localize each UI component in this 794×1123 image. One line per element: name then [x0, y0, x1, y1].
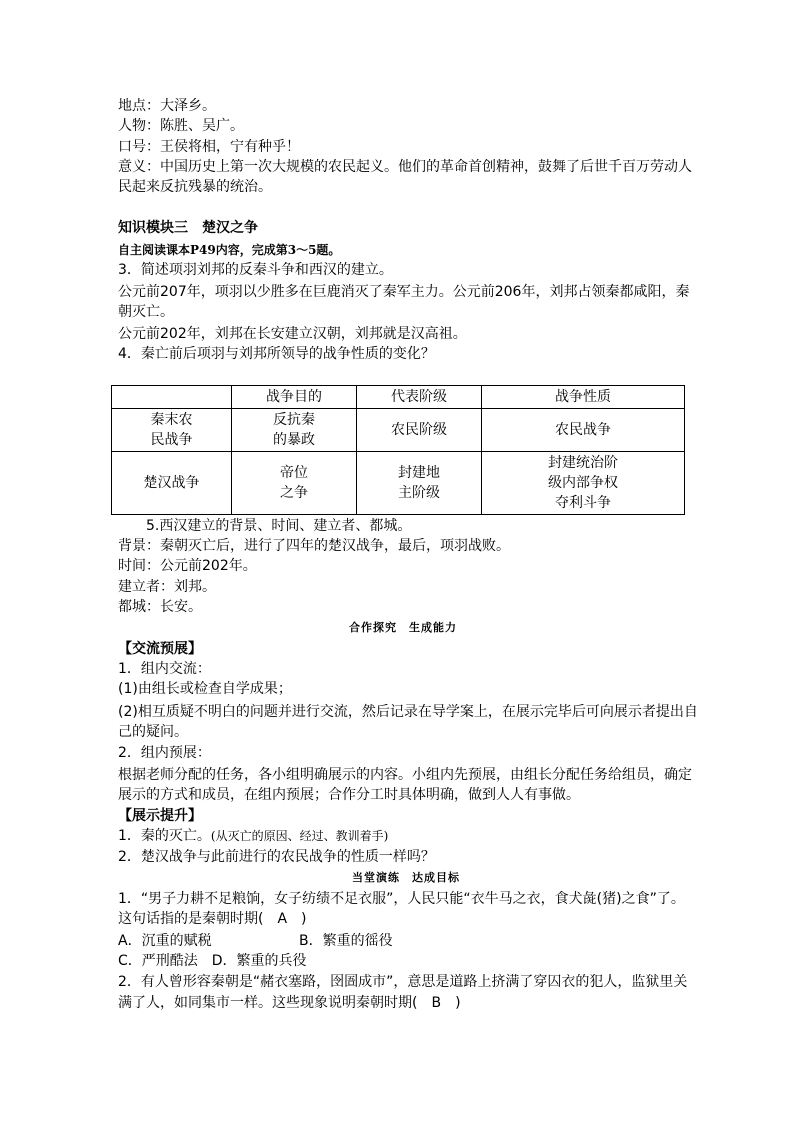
table-header-cell: 战争性质 — [482, 386, 685, 409]
practice-q1-options-cd: C．严刑酷法 D．繁重的兵役 — [118, 953, 307, 969]
exchange-item-1b-cont: 己的疑问。 — [118, 724, 188, 740]
exchange-item-1a: (1)由组长或检查自学成果； — [118, 681, 292, 697]
section-heading-practice: 当堂演练 达成目标 — [352, 871, 460, 884]
significance-line: 意义：中国历史上第一次大规模的农民起义。他们的革命首创精神，鼓舞了后世千百万劳动人 — [118, 159, 692, 175]
show-item-1-text: 1．秦的灭亡。 — [118, 828, 211, 844]
table-header-cell: 代表阶级 — [357, 386, 482, 409]
show-item-1 — [118, 826, 388, 846]
practice-q2-cont: 满了人，如同集市一样。这些现象说明秦朝时期( B ) — [118, 995, 461, 1011]
table-cell: 农民阶级 — [357, 409, 482, 452]
practice-q1-option-b: B．繁重的徭役 — [299, 933, 393, 949]
exchange-item-1b: (2)相互质疑不明白的问题并进行交流，然后记录在导学案上，在展示完毕后可向展示者提出自 — [118, 704, 698, 720]
answer-5-background: 背景：秦朝灭亡后，进行了四年的楚汉战争，最后，项羽战败。 — [118, 538, 510, 554]
answer-5-founder: 建立者：刘邦。 — [118, 579, 216, 595]
module-title: 知识模块三 楚汉之争 — [118, 220, 258, 236]
table-cell: 封建地 主阶级 — [357, 452, 482, 515]
practice-q1-cont: 这句话指的是秦朝时期( A ) — [118, 911, 307, 927]
table-cell: 反抗秦 的暴政 — [232, 409, 357, 452]
exchange-item-1: 1．组内交流： — [118, 661, 211, 677]
exchange-item-2: 2．组内预展： — [118, 745, 211, 761]
show-item-1-note: (从灭亡的原因、经过、教训着手) — [210, 829, 389, 843]
table-header-row — [112, 386, 685, 409]
practice-q1: 1．“男子力耕不足粮饷，女子纺绩不足衣服”，人民只能“衣牛马之衣，食犬彘(猪)之食”了。 — [118, 891, 685, 907]
slogan-line: 口号：王侯将相，宁有种乎！ — [118, 139, 300, 155]
show-title: 【展示提升】 — [118, 808, 202, 824]
war-nature-table — [111, 385, 685, 515]
table-cell: 封建统治阶 级内部争权 夺利斗争 — [482, 452, 685, 515]
table-row — [112, 452, 685, 515]
module-instruction: 自主阅读课本P49内容，完成第3～5题。 — [118, 243, 341, 257]
table-cell: 帝位 之争 — [232, 452, 357, 515]
answer-5-time: 时间：公元前202年。 — [118, 558, 257, 574]
table-header-cell — [112, 386, 232, 409]
question-3: 3．简述项羽刘邦的反秦斗争和西汉的建立。 — [118, 262, 393, 278]
significance-line-cont: 民起来反抗残暴的统治。 — [118, 179, 272, 195]
table-row — [112, 409, 685, 452]
people-line: 人物：陈胜、吴广。 — [118, 118, 244, 134]
section-heading-cooperation: 合作探究 生成能力 — [349, 621, 457, 634]
table-cell: 农民战争 — [482, 409, 685, 452]
location-line: 地点：大泽乡。 — [118, 98, 216, 114]
exchange-title: 【交流预展】 — [118, 641, 202, 657]
table-cell: 秦末农 民战争 — [112, 409, 232, 452]
question-4: 4．秦亡前后项羽与刘邦所领导的战争性质的变化？ — [118, 346, 435, 362]
answer-3-line2: 朝灭亡。 — [118, 304, 174, 320]
show-item-2: 2．楚汉战争与此前进行的农民战争的性质一样吗？ — [118, 849, 435, 865]
exchange-item-2a: 根据老师分配的任务，各小组明确展示的内容。小组内先预展，由组长分配任务给组员，确定 — [118, 767, 692, 783]
practice-q2: 2．有人曾形容秦朝是“赭衣塞路，囹圄成市”，意思是道路上挤满了穿囚衣的犯人，监狱里关 — [118, 974, 688, 990]
table-cell: 楚汉战争 — [112, 452, 232, 515]
answer-5-capital: 都城：长安。 — [118, 599, 202, 615]
answer-3-line1: 公元前207年，项羽以少胜多在巨鹿消灭了秦军主力。公元前206年，刘邦占领秦都咸阳，秦 — [118, 284, 690, 300]
answer-3-line3: 公元前202年，刘邦在长安建立汉朝，刘邦就是汉高祖。 — [118, 326, 467, 342]
question-5: 5.西汉建立的背景、时间、建立者、都城。 — [146, 518, 412, 534]
practice-q1-option-a: A．沉重的赋税 — [118, 933, 212, 949]
table-header-cell: 战争目的 — [232, 386, 357, 409]
exchange-item-2a-cont: 展示的方式和成员，在组内预展；合作分工时具体明确，做到人人有事做。 — [118, 787, 580, 803]
